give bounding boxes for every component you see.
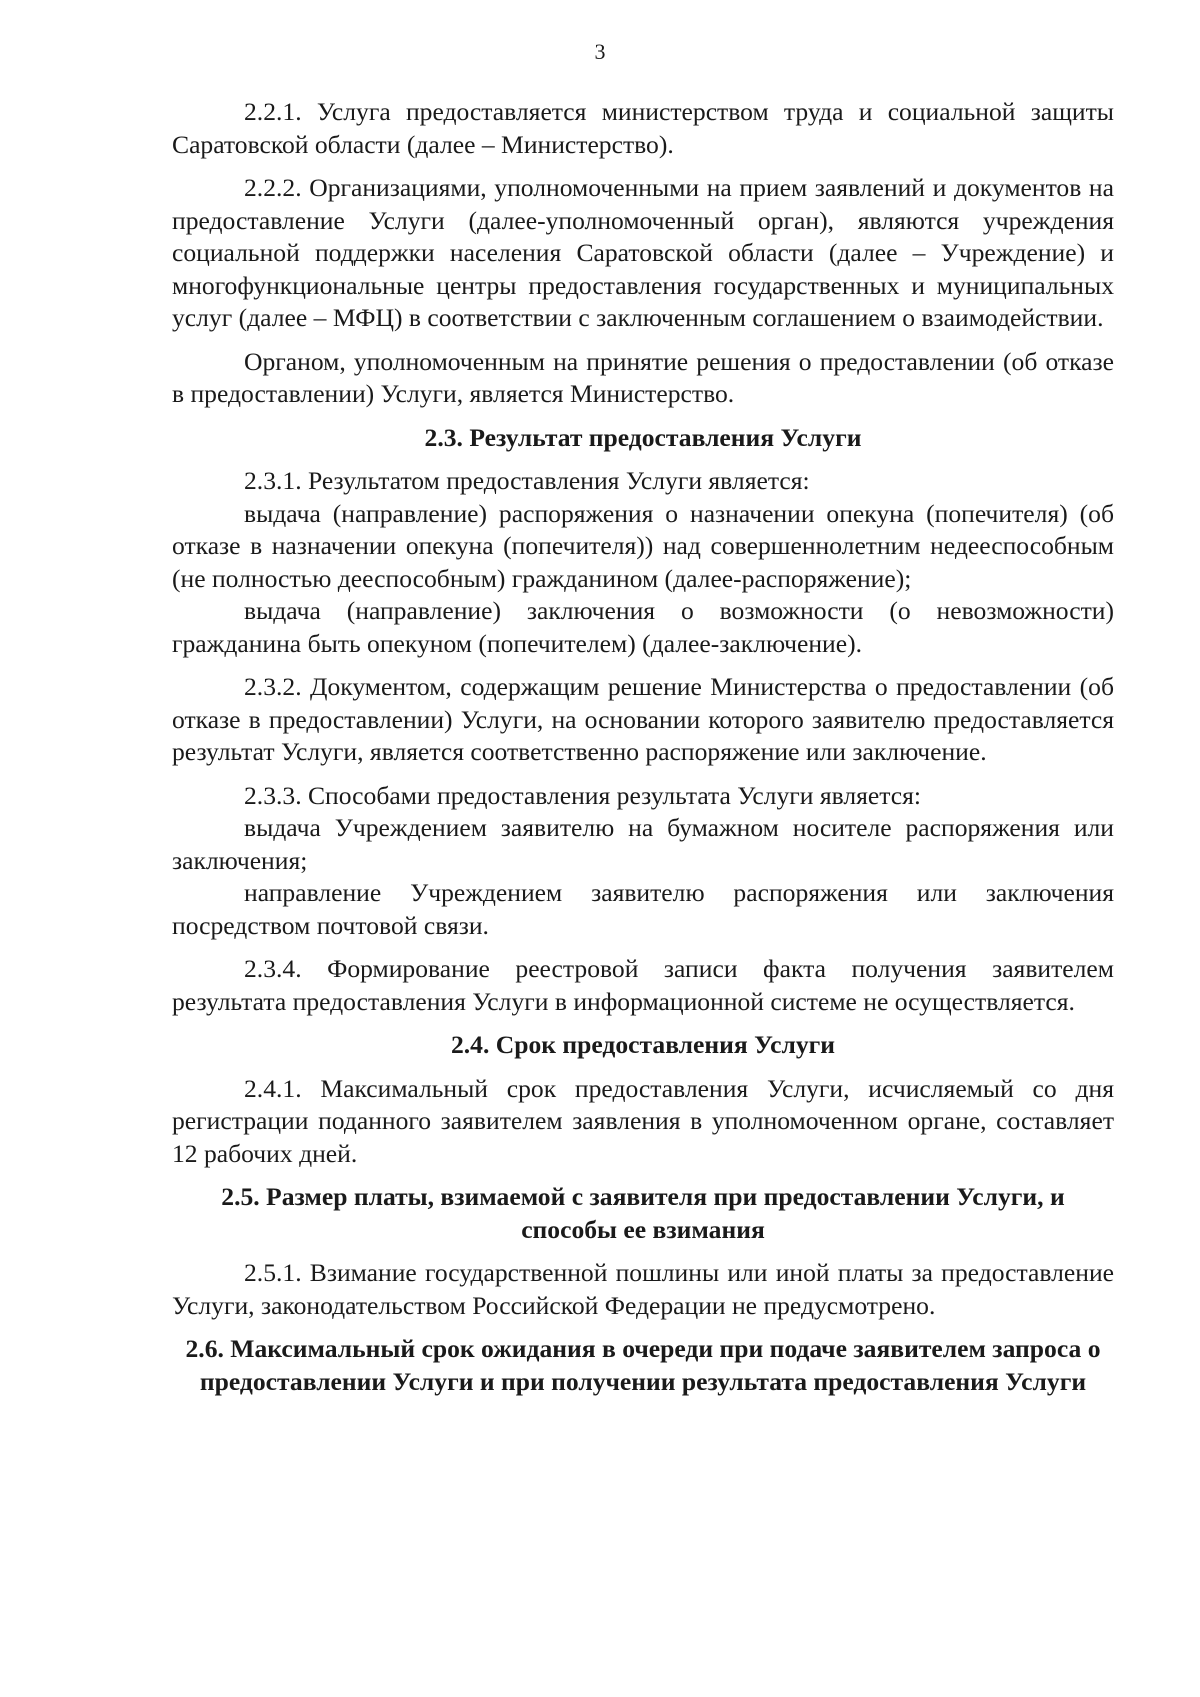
paragraph-2-3-2: 2.3.2. Документом, содержащим решение Министерства о предоставлении (об отказе в предоставлении) Услуги, на основании которого заявителю предоставляется результат Услуги, является соответственно распоряжение или заключение. [172, 672, 1114, 766]
paragraph-delivery-post: направление Учреждением заявителю распоряжения или заключения посредством почтовой связи. [172, 878, 1114, 940]
paragraph-2-3-4: 2.3.4. Формирование реестровой записи факта получения заявителем результата предоставления Услуги в информационной системе не осуществляется. [172, 954, 1114, 1016]
document-body [172, 96, 1114, 1398]
section-heading-2-4: 2.4. Срок предоставления Услуги [450, 1030, 836, 1059]
paragraph-2-3-1: 2.3.1. Результатом предоставления Услуги является: [244, 466, 810, 495]
paragraph-result-conclusion: выдача (направление) заключения о возможности (о невозможности) гражданина быть опекуном (попечителем) (далее-заключение). [172, 596, 1114, 658]
section-heading-2-6: 2.6. Максимальный срок ожидания в очереди при подаче заявителем запроса о предоставлении Услуги и при получении результата предоставления Услуги [185, 1334, 1101, 1396]
paragraph-2-2-1: 2.2.1. Услуга предоставляется министерством труда и социальной защиты Саратовской области (далее – Министерство). [172, 97, 1114, 159]
section-heading-2-3: 2.3. Результат предоставления Услуги [424, 422, 862, 452]
paragraph-2-3-3: 2.3.3. Способами предоставления результата Услуги является: [244, 780, 922, 810]
paragraph-2-5-1: 2.5.1. Взимание государственной пошлины или иной платы за предоставление Услуги, законодательством Российской Федерации не предусмотрено. [172, 1258, 1114, 1320]
paragraph-delivery-paper: выдача Учреждением заявителю на бумажном носителе распоряжения или заключения; [172, 813, 1114, 875]
paragraph-result-order: выдача (направление) распоряжения о назначении опекуна (попечителя) (об отказе в назначении опекуна (попечителя)) над совершеннолетним недееспособным (не полностью дееспособным) гражданином (далее-распоряжение); [172, 498, 1114, 593]
paragraph-2-2-2: 2.2.2. Организациями, уполномоченными на прием заявлений и документов на предоставление Услуги (далее-уполномоченный орган), являются учреждения социальной поддержки населения Саратовской области (далее – Учреждение) и многофункциональные центры предоставления государственных и муниципальных услуг (далее – МФЦ) в соответствии с заключенным соглашением о взаимодействии. [172, 173, 1114, 332]
paragraph-2-4-1: 2.4.1. Максимальный срок предоставления Услуги, исчисляемый со дня регистрации поданного заявителем заявления в уполномоченном органе, составляет 12 рабочих дней. [172, 1073, 1114, 1168]
section-heading-2-5: 2.5. Размер платы, взимаемой с заявителя при предоставлении Услуги, и способы ее взимания [221, 1182, 1065, 1244]
paragraph-decision-authority: Органом, уполномоченным на принятие решения о предоставлении (об отказе в предоставлении) Услуги, является Министерство. [172, 346, 1114, 408]
page-number: 3 [594, 39, 606, 64]
